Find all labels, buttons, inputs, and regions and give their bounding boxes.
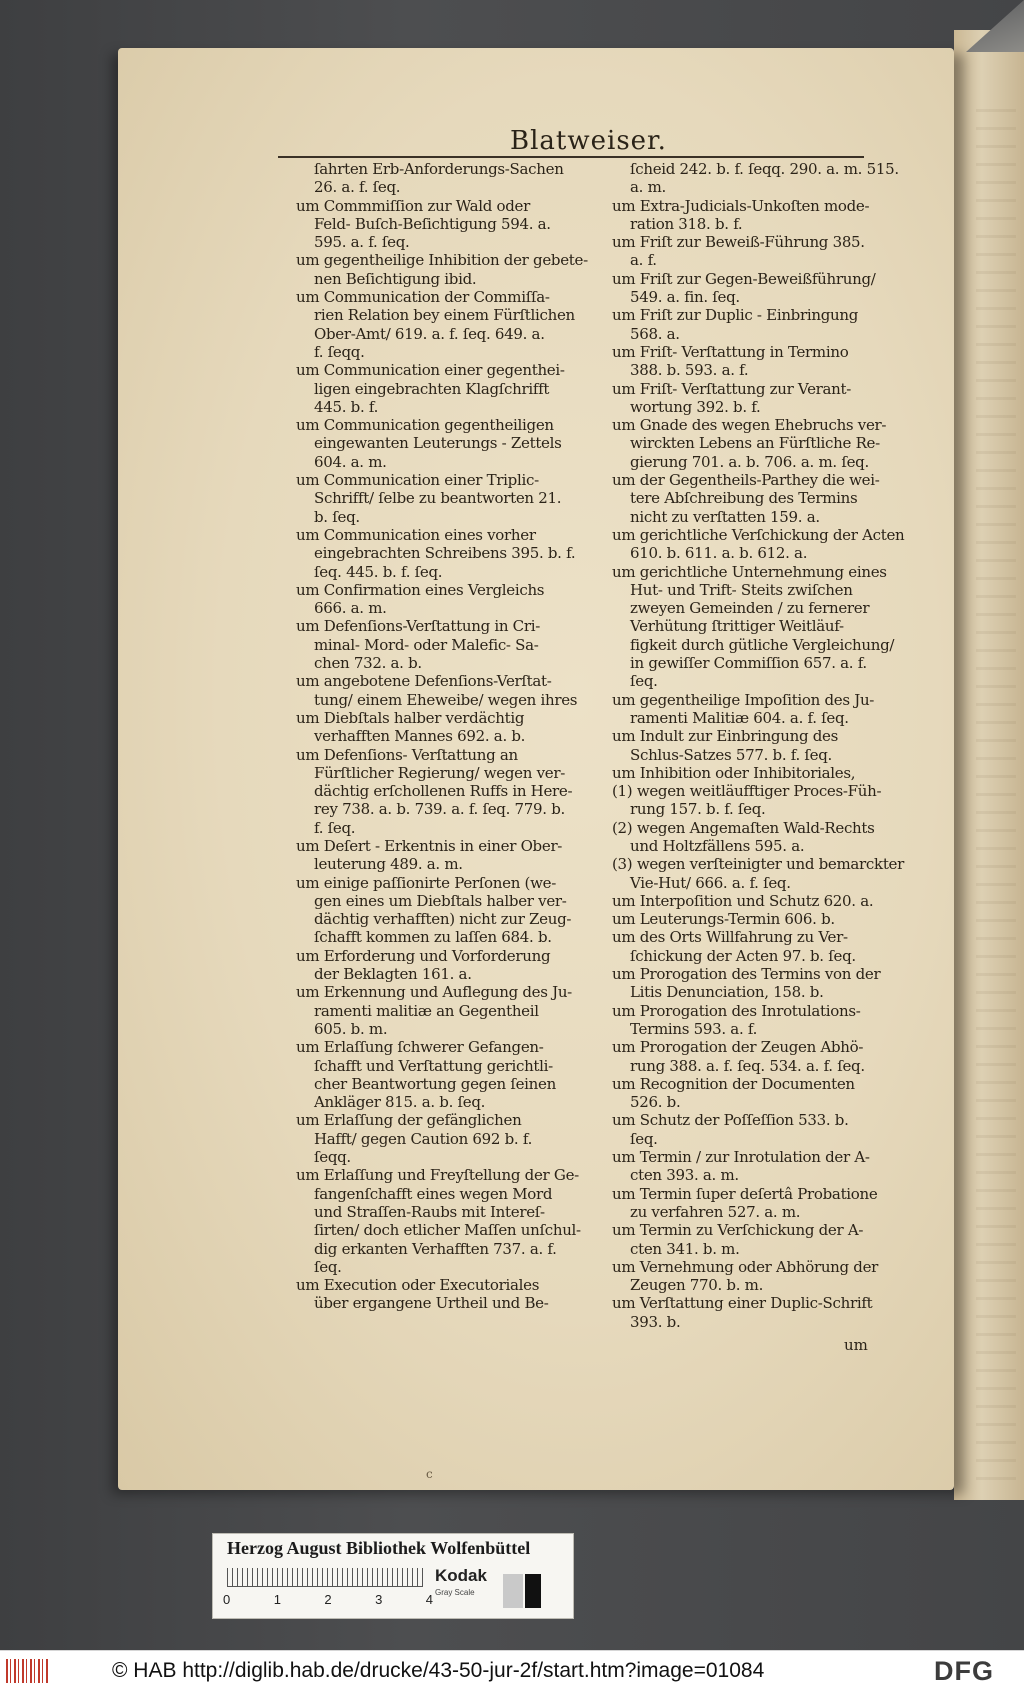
index-line: ſahrten Erb-Anforderungs-Sachen (314, 160, 564, 178)
index-line: um Prorogation des Inrotulations- (612, 1001, 861, 1020)
index-line: um Termin ſuper deſertâ Probatione (612, 1184, 878, 1203)
index-line: 549. a. fin. ſeq. (630, 288, 740, 307)
index-line: ſeq. (630, 1129, 658, 1148)
index-line: um Erkennung und Auflegung des Ju- (296, 983, 572, 1002)
footer-bar (0, 1650, 1024, 1691)
index-line: um Indult zur Einbringung des (612, 727, 839, 746)
index-line: cten 341. b. m. (630, 1239, 740, 1258)
index-line: 605. b. m. (314, 1019, 388, 1038)
index-line: um Erlaſſung ſchwerer Gefangen- (296, 1038, 544, 1057)
ruler-number: 3 (375, 1592, 383, 1607)
index-line: (3) wegen verſteinigter und bemarckter (612, 855, 904, 874)
index-line: um Prorogation des Termins von der (612, 965, 881, 984)
right-column (612, 160, 905, 1331)
index-line: um Communication der Commiſſa- (296, 288, 550, 307)
index-line: cher Beantwortung gegen ſeinen (314, 1074, 556, 1093)
scale-ruler (227, 1568, 423, 1587)
library-color-card (212, 1533, 574, 1619)
index-line: um Friſt- Verſtattung zur Verant- (612, 379, 852, 398)
index-line: ſirten/ doch etlicher Maſſen unſchul- (314, 1221, 581, 1240)
index-line: cten 393. a. m. (630, 1166, 739, 1185)
index-line: a. m. (630, 178, 666, 197)
index-line: um Deſert - Erkentnis in einer Ober- (296, 836, 563, 855)
signature-mark: c (426, 1467, 433, 1481)
index-line: rien Relation bey einem Fürſtlichen (314, 306, 575, 325)
index-line: um gerichtliche Verſchickung der Acten (612, 525, 905, 544)
index-line: um Friſt zur Gegen-Beweißführung/ (612, 269, 876, 288)
index-line: um Confirmation eines Vergleichs (296, 580, 545, 599)
index-line: und Holtzfällens 595. a. (630, 836, 805, 855)
index-line: um Interpoſition und Schutz 620. a. (612, 891, 874, 910)
show-through (976, 100, 1016, 1480)
black-swatch (525, 1574, 541, 1608)
index-line: ligen eingebrachten Klagſchrifft (314, 379, 550, 398)
ruler-numbers (223, 1592, 433, 1607)
index-line: tere Abſchreibung des Termins (630, 489, 858, 508)
index-line: 526. b. (630, 1093, 681, 1112)
index-line: ſcheid 242. b. f. ſeqq. 290. a. m. 515. (630, 160, 899, 178)
index-line: 610. b. 611. a. b. 612. a. (630, 544, 808, 563)
ruler-number: 1 (273, 1592, 281, 1607)
index-line: 393. b. (630, 1312, 681, 1331)
index-line: 604. a. m. (314, 452, 387, 471)
index-line: 445. b. f. (314, 397, 379, 416)
index-line: gen eines um Diebſtals halber ver- (314, 891, 567, 910)
index-line: 595. a. f. ſeq. (314, 233, 410, 252)
catchword: um (844, 1336, 868, 1354)
index-line: um einige paſſionirte Perſonen (we- (296, 873, 556, 892)
index-line: um Erlaſſung der gefänglichen (296, 1111, 522, 1130)
page-header: Blatweiser. (510, 126, 667, 156)
index-line: um Commmiſſion zur Wald oder (296, 196, 530, 215)
index-line: Termins 593. a. f. (630, 1019, 758, 1038)
index-line: Ober-Amt/ 619. a. f. ſeq. 649. a. (314, 324, 545, 343)
index-line: minal- Mord- oder Malefic- Sa- (314, 635, 539, 654)
index-line: f. ſeqq. (314, 342, 365, 361)
index-line: 26. a. f. ſeq. (314, 178, 401, 197)
index-line: Schrifft/ ſelbe zu beantworten 21. (314, 489, 562, 508)
index-line: rey 738. a. b. 739. a. f. ſeq. 779. b. (314, 800, 565, 819)
index-line: chen 732. a. b. (314, 654, 422, 673)
index-line: dig erkanten Verhafften 737. a. f. (314, 1239, 557, 1258)
index-line: Feld- Buſch-Beſichtigung 594. a. (314, 214, 551, 233)
index-line: um gegentheilige Inhibition der gebete- (296, 251, 588, 270)
index-line: um Erlaſſung und Freyſtellung der Ge- (296, 1166, 579, 1185)
index-line: ramenti Malitiæ 604. a. f. ſeq. (630, 708, 849, 727)
ruler-number: 4 (425, 1592, 433, 1607)
index-line: ſeq. (630, 672, 658, 691)
index-line: (1) wegen weitläufftiger Proces-Füh- (612, 782, 882, 801)
hab-logo-icon (6, 1659, 48, 1683)
index-line: b. ſeq. (314, 507, 360, 526)
index-line: Vie-Hut/ 666. a. f. ſeq. (630, 873, 791, 892)
index-line: um Communication einer Triplic- (296, 471, 539, 490)
gray-swatch (503, 1574, 523, 1608)
index-line: über ergangene Urtheil und Be- (314, 1294, 549, 1313)
ruler-number: 0 (223, 1592, 231, 1607)
index-line: um Friſt- Verſtattung in Termino (612, 342, 849, 361)
index-line: um Execution oder Executoriales (296, 1276, 540, 1295)
index-line: und Straſſen-Raubs mit Intereſ- (314, 1202, 545, 1221)
index-line: ration 318. b. f. (630, 214, 743, 233)
index-line: dächtig verhafften) nicht zur Zeug- (314, 910, 572, 929)
index-line: um Friſt zur Beweiß-Führung 385. (612, 233, 865, 252)
index-line: (2) wegen Angemaſten Wald-Rechts (612, 818, 875, 837)
index-line: fangenſchafft eines wegen Mord (314, 1184, 553, 1203)
index-line: zweyen Gemeinden / zu fernerer (630, 599, 870, 618)
index-line: 388. b. 593. a. f. (630, 361, 749, 380)
index-line: f. ſeq. (314, 818, 356, 837)
index-line: um angebotene Defenſions-Verſtat- (296, 672, 552, 691)
index-line: um Prorogation der Zeugen Abhö- (612, 1038, 864, 1057)
index-line: um Schutz der Poſſeſſion 533. b. (612, 1111, 849, 1130)
index-line: ramenti malitiæ an Gegentheil (314, 1001, 539, 1020)
index-line: Ankläger 815. a. b. ſeq. (314, 1093, 486, 1112)
index-line: um Erforderung und Vorforderung (296, 946, 551, 965)
index-line: ſeq. (314, 1257, 342, 1276)
index-line: um gegentheilige Impoſition des Ju- (612, 690, 875, 709)
index-line: ſeq. 445. b. f. ſeq. (314, 562, 443, 581)
index-line: um Communication eines vorher (296, 525, 536, 544)
index-line: in gewiſſer Commiſſion 657. a. f. (630, 654, 867, 673)
index-line: ſchafft und Verſtattung gerichtli- (314, 1056, 553, 1075)
index-line: leuterung 489. a. m. (314, 855, 463, 874)
index-line: wortung 392. b. f. (630, 397, 761, 416)
header-rule (278, 156, 864, 158)
index-line: 666. a. m. (314, 599, 387, 618)
index-line: um Extra-Judicials-Unkoſten mode- (612, 196, 870, 215)
index-line: um gerichtliche Unternehmung eines (612, 562, 887, 581)
index-line: um Termin zu Verſchickung der A- (612, 1221, 864, 1240)
index-line: um Leuterungs-Termin 606. b. (612, 910, 835, 929)
grayscale-label: Gray Scale (435, 1588, 475, 1597)
index-line: dächtig erſchollenen Ruffs in Here- (314, 782, 573, 801)
index-line: zu verfahren 527. a. m. (630, 1202, 801, 1221)
index-line: eingewanten Leuterungs - Zettels (314, 434, 562, 453)
index-line: um des Orts Willfahrung zu Ver- (612, 928, 848, 947)
dfg-logo: DFG (934, 1656, 994, 1686)
card-title: Herzog August Bibliothek Wolfenbüttel (227, 1538, 531, 1558)
index-line: wirckten Lebens an Fürſtliche Re- (630, 434, 880, 453)
index-line: Litis Denunciation, 158. b. (630, 983, 824, 1002)
index-line: figkeit durch gütliche Vergleichung/ (630, 635, 895, 654)
index-line: gierung 701. a. b. 706. a. m. ſeq. (630, 452, 869, 471)
copyright-link[interactable]: © HAB http://diglib.hab.de/drucke/43-50-jur-2f/start.htm?image=01084 (112, 1659, 765, 1682)
index-line: tung/ einem Eheweibe/ wegen ihres (314, 690, 578, 709)
index-line: nicht zu verſtatten 159. a. (630, 507, 820, 526)
index-line: Hut- und Trift- Steits zwiſchen (630, 580, 853, 599)
index-line: um Defenſions- Verſtattung an (296, 745, 518, 764)
index-line: um Diebſtals halber verdächtig (296, 708, 525, 727)
index-line: um Inhibition oder Inhibitoriales, (612, 763, 856, 782)
index-line: eingebrachten Schreibens 395. b. f. (314, 544, 576, 563)
index-line: rung 157. b. f. ſeq. (630, 800, 766, 819)
index-line: verhafften Mannes 692. a. b. (314, 727, 526, 746)
index-line: um Recognition der Documenten (612, 1074, 855, 1093)
index-line: um Friſt zur Duplic - Einbringung (612, 306, 859, 325)
index-line: Verhütung ſtrittiger Weitläuf- (630, 617, 844, 636)
index-line: um Communication gegentheiligen (296, 416, 554, 435)
index-line: um Communication einer gegenthei- (296, 361, 565, 380)
index-line: ſeqq. (314, 1148, 351, 1167)
index-line: um Vernehmung oder Abhörung der (612, 1257, 879, 1276)
index-line: Hafft/ gegen Caution 692 b. f. (314, 1129, 533, 1148)
index-line: um Termin / zur Inrotulation der A- (612, 1148, 870, 1167)
index-line: a. f. (630, 251, 657, 270)
kodak-logo: Kodak (435, 1566, 487, 1585)
index-line: um Gnade des wegen Ehebruchs ver- (612, 416, 887, 435)
index-line: Schlus-Satzes 577. b. f. ſeq. (630, 745, 833, 764)
index-line: nen Beſichtigung ibid. (314, 269, 477, 288)
index-line: um Defenſions-Verſtattung in Cri- (296, 617, 540, 636)
left-column (296, 160, 588, 1313)
index-line: um Verſtattung einer Duplic-Schrift (612, 1294, 873, 1313)
index-line: ſchafft kommen zu laſſen 684. b. (314, 928, 552, 947)
index-line: ſchickung der Acten 97. b. ſeq. (630, 946, 856, 965)
index-line: rung 388. a. f. ſeq. 534. a. f. ſeq. (630, 1056, 865, 1075)
index-line: um der Gegentheils-Parthey die wei- (612, 471, 880, 490)
index-line: 568. a. (630, 324, 680, 343)
index-line: der Beklagten 161. a. (314, 965, 472, 984)
index-line: Zeugen 770. b. m. (630, 1276, 764, 1295)
index-line: Fürſtlicher Regierung/ wegen ver- (314, 763, 565, 782)
ruler-number: 2 (324, 1592, 332, 1607)
